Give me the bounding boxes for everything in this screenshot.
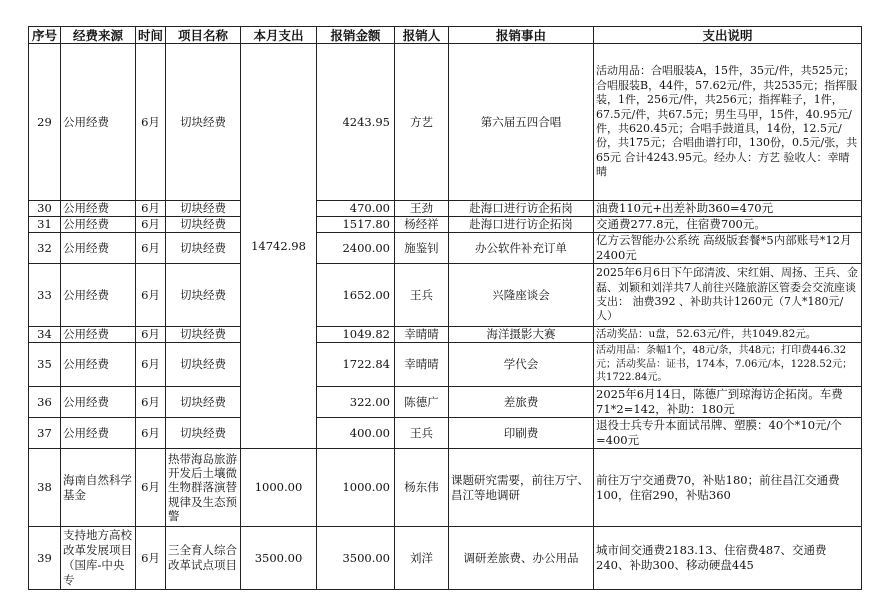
seq-cell: 33 xyxy=(29,264,61,327)
source-cell: 公用经费 xyxy=(61,217,136,233)
project-cell: 切块经费 xyxy=(166,327,241,343)
desc-cell: 活动用品：合唱服装A，15件，35元/件，共525元；合唱服装B，44件，57.62元/件，共2535元；指挥服装，1件，256元/件，共256元；指挥鞋子，1件，67.5元/件，共67.5元；男生马甲，15件，40.95元/件，共620.45元；合唱手鼓道具，14份，12.5元/份，共175元；合唱曲谱打印，130份，0.5元/张，共65元 合计4243.95元。经办人：方艺 验收人：幸晴晴 xyxy=(594,44,862,201)
person-cell: 陈德广 xyxy=(395,387,449,418)
desc-cell: 前往万宁交通费70，补贴180；前往昌江交通费100，住宿290，补贴360 xyxy=(594,449,862,527)
reason-cell: 第六届五四合唱 xyxy=(449,44,594,201)
expense-table xyxy=(28,26,862,590)
source-cell: 海南自然科学基金 xyxy=(61,449,136,527)
table-row xyxy=(29,527,862,590)
reason-cell: 印刷费 xyxy=(449,418,594,449)
amount-cell: 2400.00 xyxy=(317,233,395,264)
table-row xyxy=(29,387,862,418)
person-cell: 刘洋 xyxy=(395,527,449,590)
amount-cell: 4243.95 xyxy=(317,44,395,201)
monthly-cell: 3500.00 xyxy=(241,527,317,590)
time-cell: 6月 xyxy=(136,343,166,387)
seq-cell: 36 xyxy=(29,387,61,418)
amount-cell: 1722.84 xyxy=(317,343,395,387)
time-cell: 6月 xyxy=(136,387,166,418)
seq-cell: 38 xyxy=(29,449,61,527)
amount-cell: 470.00 xyxy=(317,201,395,217)
person-cell: 幸晴晴 xyxy=(395,343,449,387)
reason-cell: 赴海口进行访企拓岗 xyxy=(449,217,594,233)
project-cell: 三全育人综合改革试点项目 xyxy=(166,527,241,590)
project-cell: 切块经费 xyxy=(166,217,241,233)
desc-cell: 退役士兵专升本面试吊牌、塑膜：40个*10元/个=400元 xyxy=(594,418,862,449)
header-reason: 报销事由 xyxy=(449,27,594,44)
amount-cell: 400.00 xyxy=(317,418,395,449)
seq-cell: 37 xyxy=(29,418,61,449)
person-cell: 王兵 xyxy=(395,264,449,327)
time-cell: 6月 xyxy=(136,44,166,201)
source-cell: 公用经费 xyxy=(61,343,136,387)
table-row xyxy=(29,233,862,264)
table-row xyxy=(29,44,862,201)
person-cell: 杨经祥 xyxy=(395,217,449,233)
reason-cell: 课题研究需要，前往万宁、昌江等地调研 xyxy=(449,449,594,527)
desc-cell: 活动用品：条幅1个，48元/条，共48元；打印费446.32元；活动奖品：证书，174本，7.06元/本，1228.52元；共1722.84元。 xyxy=(594,343,862,387)
project-cell: 切块经费 xyxy=(166,233,241,264)
amount-cell: 1000.00 xyxy=(317,449,395,527)
source-cell: 支持地方高校改革发展项目（国库-中央专 xyxy=(61,527,136,590)
source-cell: 公用经费 xyxy=(61,264,136,327)
desc-cell: 2025年6月14日，陈德广到琼海访企拓岗。车费71*2=142，补助：180元 xyxy=(594,387,862,418)
time-cell: 6月 xyxy=(136,201,166,217)
reason-cell: 海洋摄影大赛 xyxy=(449,327,594,343)
amount-cell: 1049.82 xyxy=(317,327,395,343)
amount-cell: 3500.00 xyxy=(317,527,395,590)
seq-cell: 32 xyxy=(29,233,61,264)
amount-cell: 1652.00 xyxy=(317,264,395,327)
person-cell: 王兵 xyxy=(395,418,449,449)
amount-cell: 1517.80 xyxy=(317,217,395,233)
person-cell: 方艺 xyxy=(395,44,449,201)
desc-cell: 活动奖品：u盘，52.63元/件，共1049.82元。 xyxy=(594,327,862,343)
header-source: 经费来源 xyxy=(61,27,136,44)
time-cell: 6月 xyxy=(136,327,166,343)
source-cell: 公用经费 xyxy=(61,418,136,449)
header-row xyxy=(29,27,862,44)
reason-cell: 差旅费 xyxy=(449,387,594,418)
desc-cell: 城市间交通费2183.13、住宿费487、交通费240、补助300、移动硬盘445 xyxy=(594,527,862,590)
seq-cell: 31 xyxy=(29,217,61,233)
project-cell: 切块经费 xyxy=(166,387,241,418)
source-cell: 公用经费 xyxy=(61,233,136,264)
desc-cell: 2025年6月6日下午邱清波、宋红娟、周扬、王兵、金磊、刘颖和刘洋共7人前往兴隆旅游区管委会交流座谈支出： 油费392 、补助共计1260元（7人*180元/人） xyxy=(594,264,862,327)
person-cell: 施鉴钊 xyxy=(395,233,449,264)
project-cell: 切块经费 xyxy=(166,343,241,387)
source-cell: 公用经费 xyxy=(61,44,136,201)
time-cell: 6月 xyxy=(136,233,166,264)
person-cell: 杨东伟 xyxy=(395,449,449,527)
source-cell: 公用经费 xyxy=(61,201,136,217)
header-amount: 报销金额 xyxy=(317,27,395,44)
reason-cell: 兴隆座谈会 xyxy=(449,264,594,327)
desc-cell: 油费110元+出差补助360=470元 xyxy=(594,201,862,217)
reason-cell: 学代会 xyxy=(449,343,594,387)
seq-cell: 35 xyxy=(29,343,61,387)
header-desc: 支出说明 xyxy=(594,27,862,44)
header-person: 报销人 xyxy=(395,27,449,44)
reason-cell: 办公软件补充订单 xyxy=(449,233,594,264)
seq-cell: 34 xyxy=(29,327,61,343)
project-cell: 切块经费 xyxy=(166,201,241,217)
header-time: 时间 xyxy=(136,27,166,44)
time-cell: 6月 xyxy=(136,527,166,590)
project-cell: 切块经费 xyxy=(166,418,241,449)
table-row xyxy=(29,217,862,233)
table-row xyxy=(29,327,862,343)
amount-cell: 322.00 xyxy=(317,387,395,418)
source-cell: 公用经费 xyxy=(61,387,136,418)
time-cell: 6月 xyxy=(136,418,166,449)
table-row xyxy=(29,418,862,449)
project-cell: 热带海岛旅游开发后土壤微生物群落演替规律及生态预警 xyxy=(166,449,241,527)
seq-cell: 30 xyxy=(29,201,61,217)
desc-cell: 交通费277.8元，住宿费700元。 xyxy=(594,217,862,233)
table-row xyxy=(29,449,862,527)
table-row xyxy=(29,343,862,387)
reason-cell: 调研差旅费、办公用品 xyxy=(449,527,594,590)
table-row xyxy=(29,264,862,327)
monthly-total-cell: 14742.98 xyxy=(241,44,317,449)
time-cell: 6月 xyxy=(136,449,166,527)
time-cell: 6月 xyxy=(136,217,166,233)
person-cell: 幸晴晴 xyxy=(395,327,449,343)
project-cell: 切块经费 xyxy=(166,264,241,327)
header-project: 项目名称 xyxy=(166,27,241,44)
seq-cell: 39 xyxy=(29,527,61,590)
time-cell: 6月 xyxy=(136,264,166,327)
desc-cell: 亿方云智能办公系统 高级版套餐*5内部账号*12月 2400元 xyxy=(594,233,862,264)
header-seq: 序号 xyxy=(29,27,61,44)
table-row xyxy=(29,201,862,217)
header-monthly: 本月支出 xyxy=(241,27,317,44)
source-cell: 公用经费 xyxy=(61,327,136,343)
seq-cell: 29 xyxy=(29,44,61,201)
monthly-cell: 1000.00 xyxy=(241,449,317,527)
person-cell: 王劲 xyxy=(395,201,449,217)
project-cell: 切块经费 xyxy=(166,44,241,201)
reason-cell: 赴海口进行访企拓岗 xyxy=(449,201,594,217)
